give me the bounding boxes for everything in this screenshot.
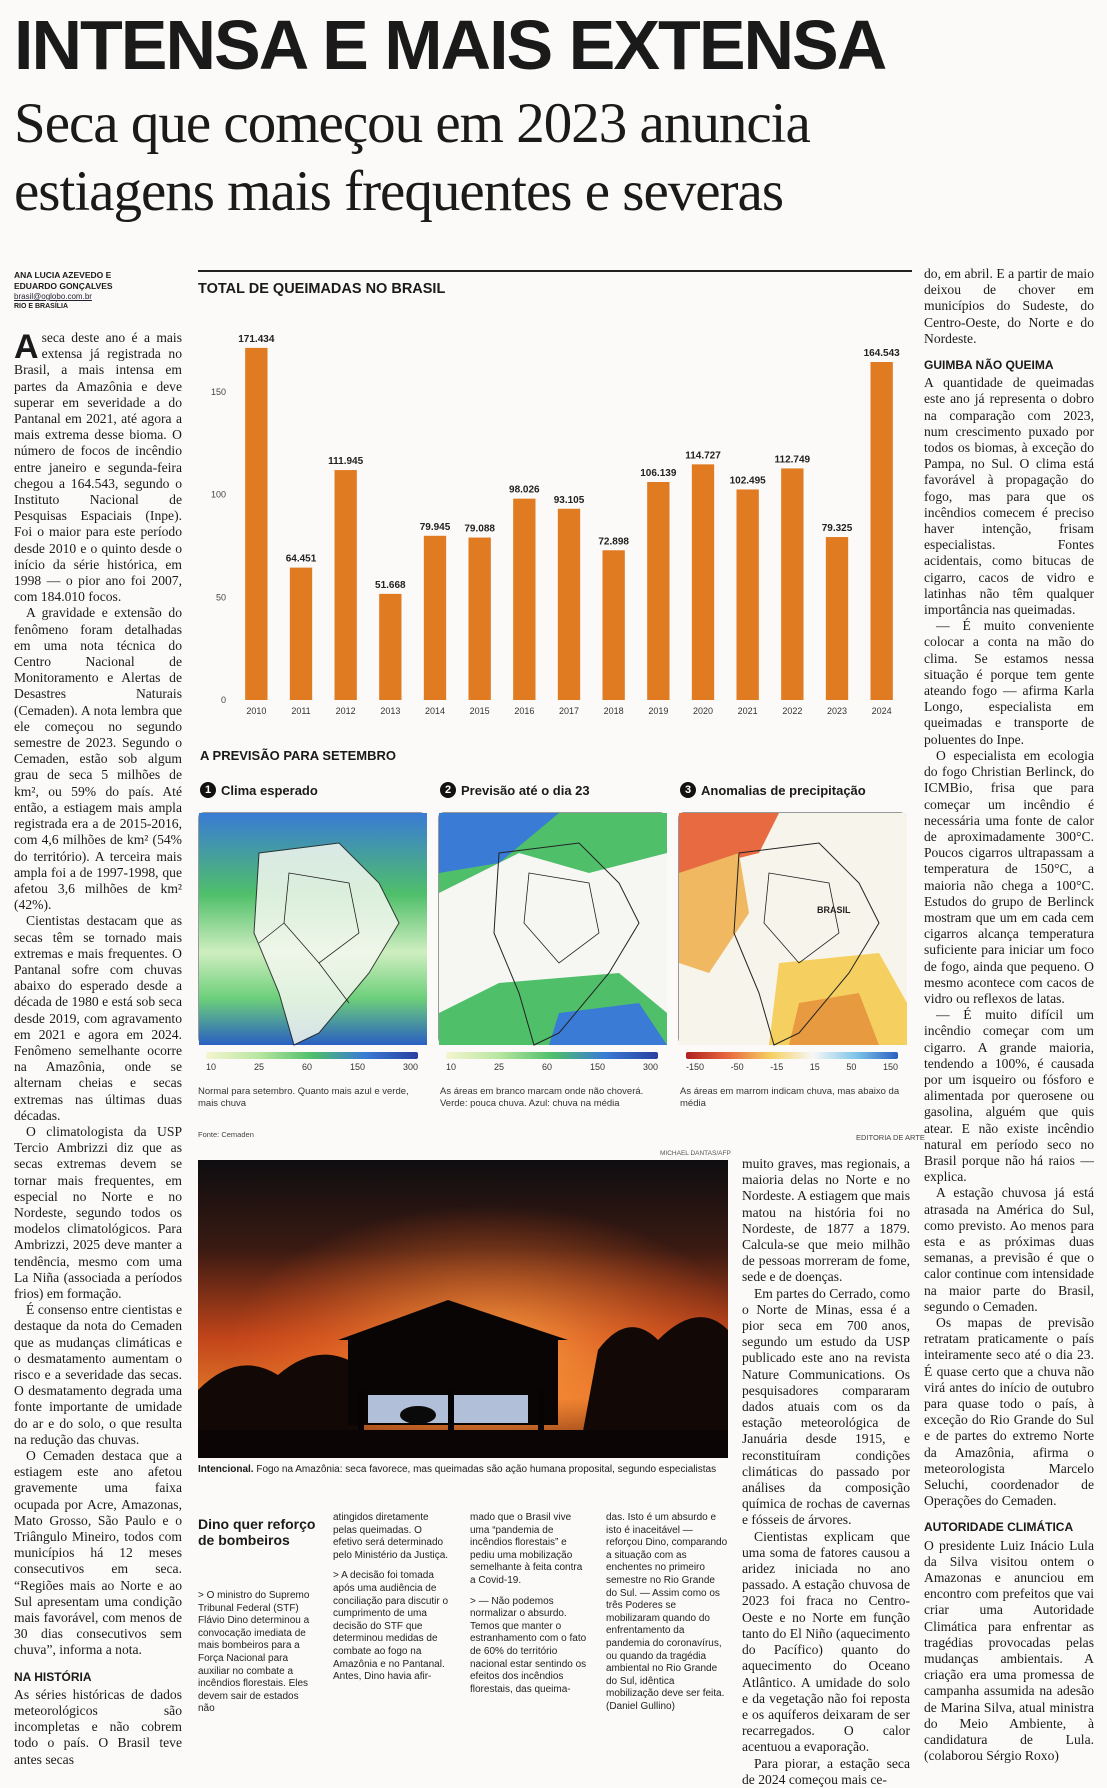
byline-email[interactable]: brasil@oglobo.com.br <box>14 292 92 301</box>
sidebox-text-2: atingidos diretamente pelas queimadas. O efetivo será determinado pelo Ministério da Justiça. > A decisão foi tomada após uma audiência de conciliação para discutir o cumprimento de uma decisão do STF que determinou medidas de combate ao fogo na Amazônia e no Pantanal. Antes, Dino havia afir- <box>333 1512 449 1683</box>
x-tick-label: 2023 <box>826 706 848 716</box>
bar <box>424 536 446 700</box>
data-label: 79.088 <box>464 523 495 535</box>
bar <box>826 537 848 700</box>
data-label: 79.325 <box>821 523 853 535</box>
map-1-legend-ticks: 10 25 60 150 300 <box>206 1062 418 1072</box>
paragraph: do, em abril. E a partir de maio deixou de chover em municípios do Sudeste, do Centro-Oeste, do Norte e do Nordeste. <box>924 266 1094 346</box>
x-tick-label: 2024 <box>871 706 892 716</box>
bar <box>647 482 669 700</box>
subheadline <box>14 90 1094 226</box>
x-tick-label: 2020 <box>692 706 714 716</box>
sidebox-text-4: das. Isto é um absurdo e isto é inaceitável — reforçou Dino, comparando a situação com as enchentes no primeiro semestre no Rio Grande do Sul. — Assim como os três Poderes se mobilizaram quando do enfrentamento da pandemia do coronavírus, ou quando da tragédia ambiental no Rio Grande do Sul, idêntica mobilização deve ser feita. (Daniel Gullino) <box>606 1512 728 1712</box>
paragraph: O Cemaden destaca que a estiagem este ano afetou gravemente uma faixa ocupada por Acre, Amazonas, Mato Grosso, São Paulo e o Triângulo Mineiro, todos com municípios há 12 meses consecutivos em seca. “Regiões mais ao Norte e ao Sul apresentam uma condição mais favorável, com menos de 30 dias consecutivos sem chuva”, informa a nota. <box>14 1448 182 1658</box>
x-tick-label: 2010 <box>246 706 267 716</box>
x-tick-label: 2015 <box>469 706 490 716</box>
map-2-caption: As áreas em branco marcam onde não choverá. Verde: pouca chuva. Azul: chuva na média <box>440 1086 644 1109</box>
y-tick-label: 150 <box>210 386 226 397</box>
map-2-heading <box>440 782 590 798</box>
paragraph: As séries históricas de dados meteorológicos são incompletas e não cobrem todo o país. O Brasil teve antes secas <box>14 1686 182 1767</box>
bar <box>871 362 893 700</box>
fire-photo <box>198 1160 728 1458</box>
map-3-brazil-label: BRASIL <box>817 905 851 915</box>
bar-chart <box>198 300 912 740</box>
x-tick-label: 2016 <box>514 706 535 716</box>
map-1-caption: Normal para setembro. Quanto mais azul e verde, mais chuva <box>198 1086 409 1109</box>
chart-title: TOTAL DE QUEIMADAS NO BRASIL <box>198 281 446 297</box>
chart-credit: EDITORIA DE ARTE <box>856 1133 925 1142</box>
x-tick-label: 2018 <box>603 706 624 716</box>
paragraph: O especialista em ecologia do fogo Christian Berlinck, do ICMBio, frisa que para começar um incêndio é necessária uma fonte de calor de aproximadamente 300°C. Poucos cigarros ultrapassam a temperatura de 150°C, a maioria não chega a 100°C. Estudos do grupo de Berlinck mostram que um em cada cem cigarros alcança temperatura suficiente para iniciar um foco de fogo, ainda que pequeno. O mesmo acontece com cacos de vidro ou reflexos de latas. <box>924 747 1094 1006</box>
data-label: 114.727 <box>685 450 721 462</box>
subhead-line-2: estiagens mais frequentes e severas <box>14 160 784 223</box>
bar <box>558 509 580 700</box>
x-tick-label: 2019 <box>648 706 669 716</box>
paragraph: A estação chuvosa já está atrasada na América do Sul, como previsto. Ao menos para esta e as próximas duas semanas, a previsão é que o calor continue com intensidade na maior parte do Brasil, segundo o Cemaden. <box>924 1185 1094 1314</box>
paragraph: O presidente Luiz Inácio Lula da Silva visitou ontem o Amazonas e anunciou em encontro com prefeitos que vai criar uma Autoridade Climática para enfrentar as tragédias provocadas pelas mudanças ambientais. A criação era uma promessa de campanha assumida na adesão de Marina Silva, atual ministra do Meio Ambiente, à candidatura de Lula. (colaborou Sérgio Roxo) <box>924 1537 1094 1764</box>
drop-cap: A <box>14 328 39 366</box>
data-label: 98.026 <box>509 484 540 496</box>
x-tick-label: 2012 <box>335 706 356 716</box>
map-3-legend-ticks: -150 -50 -15 15 50 150 <box>686 1062 898 1072</box>
map-3-title: Anomalias de precipitação <box>701 782 866 798</box>
map-2-number: 2 <box>440 782 456 798</box>
paragraph: Para piorar, a estação seca de 2024 começou mais ce- <box>742 1755 910 1787</box>
bar <box>603 550 625 700</box>
map-1-climate-expected <box>198 812 426 1044</box>
sidebox-text-1: > O ministro do Supremo Tribunal Federal (STF) Flávio Dino determinou a convocação imediata de mais bombeiros para a Força Nacional para auxiliar no combate a incêndios florestais. Eles devem sair de estados não <box>198 1590 310 1715</box>
paragraph: A gravidade e extensão do fenômeno foram detalhadas em uma nota técnica do Centro Nacional de Monitoramento e Alertas de Desastres Naturais (Cemaden). A nota lembra que ele começou no segundo semestre de 2023. Segundo o Cemaden, estão sob algum grau de seca 5 milhões de km², ou 59% do país. Até então, a estiagem mais ampla registrada era a de 2015-2016, com 4,6 milhões de km² (54% do território). A terceira mais ampla foi a de 1997-1998, que afetou 3,6 milhões de km² (42%). <box>14 605 182 913</box>
section-heading: NA HISTÓRIA <box>14 1669 92 1684</box>
x-tick-label: 2014 <box>424 706 446 716</box>
paragraph: muito graves, mas regionais, a maioria delas no Norte e no Nordeste. A estiagem que mais matou na história foi no Nordeste, de 1877 a 1879. Calcula-se que meio milhão de pessoas morreram de fome, sede e de doenças. <box>742 1156 910 1285</box>
data-label: 64.451 <box>285 553 317 565</box>
sidebox-text-3: mado que o Brasil vive uma “pandemia de incêndios florestais” e pediu uma mobilização semelhante à feita contra a Covid-19. > — Não podemos normalizar o absurdo. Temos que manter o estranhamento com o fato de 60% do território nacional estar sentindo os efeitos dos incêndios florestais, das queima- <box>470 1512 587 1695</box>
map-3-anomalies <box>678 812 906 1044</box>
article-column-1 <box>14 330 182 1776</box>
bar <box>692 464 714 700</box>
data-label: 111.945 <box>328 456 364 468</box>
byline-name-1: ANA LUCIA AZEVEDO E <box>14 270 112 280</box>
paragraph: Cientistas explicam que uma soma de fatores causou a aridez iniciada no ano passado. A estação chuvosa de 2023 foi fraca no Centro-Oeste e no Norte em função tanto do El Niño (aquecimento do Pacífico) quanto do aquecimento do Oceano Atlântico. A umidade do solo e da vegetação não foi reposta e os aquíferos deixaram de ser recarregados. O calor acentuou a evaporação. <box>742 1528 910 1755</box>
data-label: 51.668 <box>375 579 406 591</box>
bar <box>379 594 401 700</box>
map-3-caption: As áreas em marrom indicam chuva, mas abaixo da média <box>680 1086 900 1109</box>
x-tick-label: 2022 <box>782 706 803 716</box>
data-label: 164.543 <box>863 348 900 360</box>
paragraph: É consenso entre cientistas e destaque da nota do Cemaden que as mudanças climáticas e o desmatamento aumentam o risco e a severidade das secas. O desmatamento degrada uma fonte importante de umidade do ar e do solo, o que resulta na redução das chuvas. <box>14 1302 182 1447</box>
bar <box>335 470 357 700</box>
subhead-line-1: Seca que começou em 2023 anuncia <box>14 92 810 155</box>
photo-credit: MICHAEL DANTAS/AFP <box>660 1150 731 1157</box>
paragraph: O climatologista da USP Tercio Ambrizzi diz que as secas extremas devem se tornar mais frequentes, em especial no Norte e no Nordeste, segundo todos os modelos climatológicos. Para Ambrizzi, 2025 deve manter a tendência, mesmo com uma La Niña (associada a períodos frios) em formação. <box>14 1123 182 1301</box>
byline-location: RIO E BRASÍLIA <box>14 303 69 310</box>
map-1-heading <box>200 782 318 798</box>
paragraph: A quantidade de queimadas este ano já representa o dobro na comparação com 2023, num crescimento puxado por todos os biomas, à exceção do Pampa, no Sul. O clima está favorável à propagação do fogo, mas para que os incêndios comecem é preciso haver intenção, frisam especialistas. Fontes acidentais, como bitucas de cigarro, cacos de vidro e latinhas não têm qualquer importância nas queimadas. <box>924 375 1094 618</box>
paragraph: — É muito conveniente colocar a conta na mão do clima. Se estamos nessa situação é porque tem gente ateando fogo — afirma Karla Longo, especialista em queimadas e transporte de poluentes do Inpe. <box>924 618 1094 747</box>
article-column-3 <box>742 1156 910 1787</box>
paragraph: Aseca deste ano é a mais extensa já registrada no Brasil, a mais intensa em partes da Amazônia e deve superar em severidade a do Pantanal em 2021, até agora a mais extrema desse bioma. O número de focos de incêndio entre janeiro e segunda-feira chegou a 164.543, segundo o Instituto Nacional de Pesquisas Espaciais (Inpe). Foi o maior para este período desde 2010 e o quinto desde o início da série histórica, em 1998 — o pior ano foi 2007, com 184.010 focos. <box>14 328 182 605</box>
bar <box>245 348 267 700</box>
sidebox-title: Dino quer reforço de bombeiros <box>198 1516 316 1548</box>
bar <box>781 468 803 700</box>
bar <box>737 489 759 700</box>
data-label: 93.105 <box>553 494 585 506</box>
photo-caption: Intencional. Fogo na Amazônia: seca favorece, mas queimadas são ação humana proposital, segundo especialistas <box>198 1464 717 1475</box>
map-1-legend-bar <box>206 1052 418 1059</box>
bar <box>469 538 491 700</box>
bar <box>513 499 535 700</box>
map-3-legend-bar <box>686 1052 898 1059</box>
data-label: 72.898 <box>598 536 629 548</box>
map-3-number: 3 <box>680 782 696 798</box>
byline-name-2: EDUARDO GONÇALVES <box>14 281 113 291</box>
y-tick-label: 0 <box>220 695 226 705</box>
x-tick-label: 2021 <box>737 706 758 716</box>
x-tick-label: 2011 <box>291 706 311 716</box>
map-2-legend-ticks: 10 25 60 150 300 <box>446 1062 658 1072</box>
map-2-forecast <box>438 812 666 1044</box>
map-2-legend-bar <box>446 1052 658 1059</box>
data-label: 106.139 <box>640 467 677 479</box>
y-tick-label: 50 <box>215 592 226 603</box>
bar <box>290 568 312 700</box>
map-1-title: Clima esperado <box>221 782 318 798</box>
chart-source: Fonte: Cemaden <box>198 1130 254 1139</box>
paragraph: Em partes do Cerrado, como o Norte de Minas, essa é a pior seca em 700 anos, segundo um estudo da USP publicado este ano na revista Nature Communications. Os pesquisadores compararam dados atuais com os da estação meteorológica de Januária desde 1915, e reconstituíram condições climáticas do passado por análises da composição química de rochas de cavernas e fósseis de árvores. <box>742 1285 910 1528</box>
map-3-heading <box>680 782 866 798</box>
data-label: 79.945 <box>419 521 451 533</box>
paragraph: — É muito difícil um incêndio começar com um cigarro. A grande maioria, tendendo a 100%, é causada por um isqueiro ou fósforo e alimentada por querosene ou gasolina, alguém que quis atear. E não existe incêndio natural em período seco no Brasil porque não há raios — explica. <box>924 1007 1094 1185</box>
y-tick-label: 100 <box>210 489 226 500</box>
data-label: 171.434 <box>238 333 275 345</box>
paragraph: Os mapas de previsão retratam praticamente o país inteiramente seco até o dia 23. É quase certo que a chuva não virá antes do início de outubro para quase todo o país, à exceção do Rio Grande do Sul e de partes do extremo Norte da Amazônia, afirma o meteorologista Marcelo Seluchi, coordenador de Operações do Cemaden. <box>924 1315 1094 1509</box>
map-1-number: 1 <box>200 782 216 798</box>
forecast-section-label: A PREVISÃO PARA SETEMBRO <box>200 748 396 763</box>
headline: INTENSA E MAIS EXTENSA <box>14 6 886 84</box>
x-tick-label: 2017 <box>558 706 580 716</box>
data-label: 102.495 <box>729 475 766 487</box>
paragraph: Cientistas destacam que as secas têm se tornado mais extremas e mais frequentes. O Pantanal sofre com chuvas abaixo do esperado desde a década de 1980 e está sob seca desde 2019, com agravamento em 2021 e agora em 2024. Fenômeno semelhante ocorre na Amazônia, onde se alternam cheias e secas extremas nas últimas duas décadas. <box>14 913 182 1123</box>
chart-top-rule <box>198 270 912 272</box>
section-heading: AUTORIDADE CLIMÁTICA <box>924 1520 1074 1535</box>
section-heading: GUIMBA NÃO QUEIMA <box>924 358 1054 373</box>
article-column-4 <box>924 266 1094 1776</box>
data-label: 112.749 <box>774 454 811 466</box>
byline <box>14 270 164 310</box>
map-2-title: Previsão até o dia 23 <box>461 782 590 798</box>
x-tick-label: 2013 <box>380 706 401 716</box>
